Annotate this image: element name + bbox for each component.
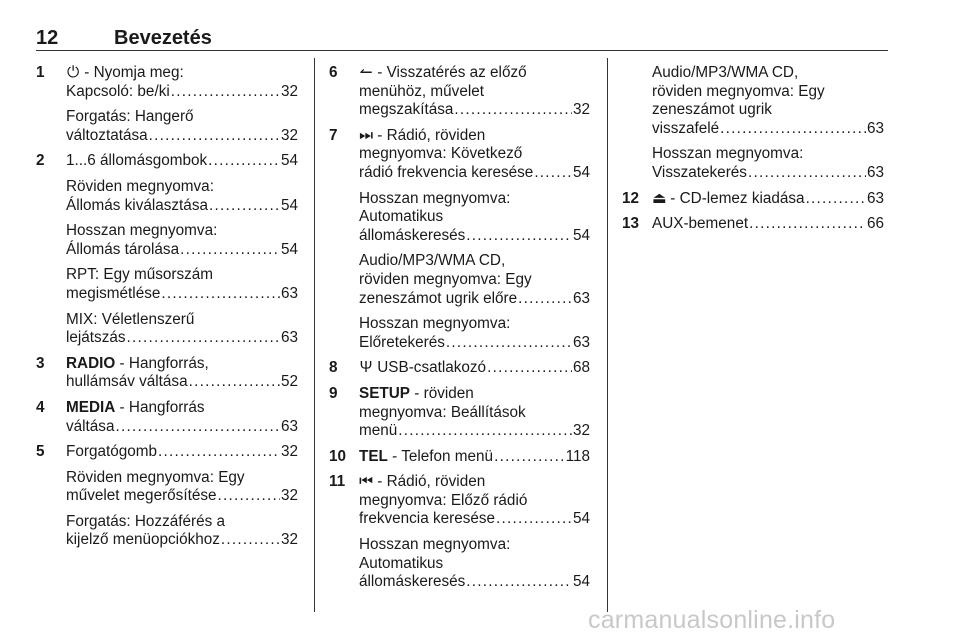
entry-text-group <box>359 271 532 288</box>
entry-text-group <box>359 101 453 120</box>
entry-text: megnyomva: Következő <box>359 145 523 163</box>
index-entry <box>36 443 298 462</box>
entry-text-group <box>66 83 170 102</box>
power-icon: ⏻ <box>66 64 80 81</box>
entry-text: menühöz, művelet <box>359 82 484 100</box>
entry-text: Forgatógomb <box>66 443 157 461</box>
index-line-with-page <box>359 290 590 309</box>
page-header <box>0 0 960 52</box>
index-line-with-page <box>66 418 298 437</box>
eject-icon: ⏏ <box>652 189 667 207</box>
entry-text-group <box>359 127 485 144</box>
dot-leader <box>466 573 572 592</box>
entry-text: Hosszan megnyomva: <box>652 145 804 163</box>
index-entry <box>622 215 884 234</box>
entry-text: Hosszan megnyomva: <box>66 222 218 240</box>
dot-leader <box>496 510 572 529</box>
index-entry <box>329 252 590 308</box>
index-entry <box>329 127 590 183</box>
index-line <box>66 513 298 532</box>
index-line <box>359 208 590 227</box>
entry-text: - Rádió, röviden <box>373 126 486 144</box>
index-entry <box>329 315 590 352</box>
index-line <box>359 271 590 290</box>
entry-text-group <box>66 443 157 462</box>
entry-text-group <box>66 513 225 530</box>
index-line-with-page <box>652 164 884 183</box>
entry-text-group <box>66 355 209 372</box>
entry-text-group <box>66 197 208 216</box>
page-reference[interactable]: 32 <box>280 126 298 144</box>
entry-text-group <box>652 190 805 209</box>
entry-text-group <box>66 108 194 125</box>
index-line <box>66 311 298 330</box>
entry-text: Audio/MP3/WMA CD, <box>652 64 799 81</box>
dot-leader <box>189 373 280 392</box>
page-reference[interactable]: 63 <box>280 329 298 347</box>
entry-text-group <box>359 448 493 467</box>
entry-text: művelet megerősítése <box>66 487 217 505</box>
entry-text: - Hangforrás <box>115 398 205 416</box>
page-title: Bevezetés <box>114 27 212 49</box>
entry-text: változtatása <box>66 126 148 144</box>
index-line-with-page <box>359 164 590 183</box>
page-reference[interactable]: 54 <box>572 510 590 528</box>
entry-text-group <box>652 120 719 139</box>
index-line-with-page <box>66 285 298 304</box>
index-line <box>66 469 298 488</box>
entry-text-group <box>66 373 188 392</box>
back-arrow-icon: ↼ <box>359 64 373 81</box>
index-entry <box>36 152 298 171</box>
page-reference[interactable]: 54 <box>280 152 298 170</box>
entry-text: - Visszatérés az előző <box>373 64 527 81</box>
button-keyword: TEL <box>359 447 388 465</box>
entry-text-group <box>652 64 798 81</box>
page-reference[interactable]: 63 <box>866 163 884 181</box>
dot-leader <box>494 448 565 467</box>
page-reference[interactable]: 63 <box>280 417 298 435</box>
dot-leader <box>398 422 572 441</box>
dot-leader <box>221 531 280 550</box>
entry-text-group <box>359 164 533 183</box>
page-reference[interactable]: 54 <box>572 573 590 591</box>
entry-number: 6 <box>329 64 338 81</box>
dot-leader <box>487 359 572 378</box>
entry-text: állomáskeresés <box>359 573 466 591</box>
entry-text-group <box>652 83 825 100</box>
column-divider <box>607 58 608 612</box>
entry-number: 1 <box>36 64 45 81</box>
entry-number: 13 <box>622 215 640 233</box>
entry-text-group <box>359 290 517 309</box>
page-number: 12 <box>36 27 59 49</box>
entry-text: lejátszás <box>66 329 126 347</box>
page-reference[interactable]: 63 <box>866 189 884 207</box>
entry-text: menü <box>359 422 398 440</box>
entry-text: Hosszan megnyomva: <box>359 189 511 207</box>
index-line <box>66 222 298 241</box>
entry-text: RPT: Egy műsorszám <box>66 266 214 284</box>
entry-text-group <box>359 334 445 353</box>
entry-text-group <box>66 285 160 304</box>
entry-text: - Telefon menü <box>387 447 494 465</box>
index-line <box>359 315 590 334</box>
entry-text-group <box>359 359 486 378</box>
index-entry <box>329 473 590 529</box>
entry-text-group <box>359 83 484 100</box>
index-entry <box>36 108 298 145</box>
dot-leader <box>720 120 866 139</box>
entry-text: megnyomva: Beállítások <box>359 403 526 421</box>
entry-text-group <box>66 64 184 81</box>
entry-number: 2 <box>36 152 45 170</box>
entry-text-group <box>66 127 148 146</box>
index-entry <box>329 64 590 120</box>
entry-text: Hosszan megnyomva: <box>359 315 511 333</box>
entry-text: - Hangforrás, <box>115 354 209 372</box>
page-reference[interactable]: 54 <box>280 240 298 258</box>
entry-text: váltása <box>66 417 115 435</box>
entry-text-group <box>359 404 526 421</box>
entry-text-group <box>359 208 443 225</box>
index-line-with-page <box>66 443 298 462</box>
page-reference[interactable]: 32 <box>572 422 590 440</box>
index-line-with-page <box>66 329 298 348</box>
next-track-icon: ⏭ <box>359 126 373 144</box>
entry-text-group <box>66 266 213 283</box>
entry-text-group <box>359 573 465 592</box>
index-entry <box>36 469 298 506</box>
index-line-with-page <box>66 531 298 550</box>
index-line-with-page <box>66 487 298 506</box>
index-entry <box>622 145 884 182</box>
entry-text: Forgatás: Hozzáférés a <box>66 512 225 530</box>
page-reference[interactable]: 52 <box>280 373 298 391</box>
dot-leader <box>127 329 280 348</box>
entry-text: Röviden megnyomva: Egy <box>66 468 245 486</box>
entry-text: frekvencia keresése <box>359 510 496 528</box>
button-keyword: MEDIA <box>66 398 116 416</box>
entry-text: Audio/MP3/WMA CD, <box>359 252 506 270</box>
index-line <box>66 399 298 418</box>
page-reference[interactable]: 118 <box>565 447 590 465</box>
index-line-with-page <box>66 152 298 171</box>
button-keyword: SETUP <box>359 384 410 402</box>
index-line <box>66 266 298 285</box>
entry-text-group <box>359 227 465 246</box>
page-reference[interactable]: 32 <box>572 101 590 119</box>
entry-text-group <box>359 190 510 207</box>
index-entry <box>329 536 590 592</box>
entry-text: megszakítása <box>359 101 454 119</box>
dot-leader <box>518 290 572 309</box>
index-entry <box>36 222 298 259</box>
index-line <box>359 252 590 271</box>
index-line <box>652 145 884 164</box>
index-entry <box>36 399 298 436</box>
page-reference[interactable]: 63 <box>572 289 590 307</box>
dot-leader <box>446 334 572 353</box>
entry-text-group <box>359 385 474 402</box>
dot-leader <box>534 164 572 183</box>
entry-text-group <box>66 399 205 416</box>
dot-leader <box>218 487 280 506</box>
entry-number: 12 <box>622 189 640 207</box>
page-reference[interactable]: 54 <box>572 226 590 244</box>
entry-number: 8 <box>329 359 338 377</box>
entry-number: 9 <box>329 384 338 402</box>
index-line <box>359 492 590 511</box>
index-line-with-page <box>652 120 884 139</box>
index-entry <box>36 64 298 101</box>
previous-track-icon: ⏮ <box>359 473 373 491</box>
index-line <box>359 536 590 555</box>
index-line-with-page <box>66 127 298 146</box>
dot-leader <box>454 101 572 120</box>
entry-text-group <box>66 418 114 437</box>
index-column-1 <box>36 64 298 557</box>
index-line <box>359 555 590 574</box>
entry-text: megismétlése <box>66 284 161 302</box>
page-reference[interactable]: 68 <box>572 359 590 377</box>
entry-number: 10 <box>329 447 347 465</box>
index-line <box>652 83 884 102</box>
page-reference[interactable]: 63 <box>866 119 884 137</box>
index-line-with-page <box>359 422 590 441</box>
index-entry <box>36 266 298 303</box>
watermark: carmanualsonline.info <box>588 606 836 634</box>
entry-text-group <box>66 222 217 239</box>
entry-text: zeneszámot ugrik <box>652 101 772 119</box>
index-line <box>66 355 298 374</box>
dot-leader <box>180 241 280 260</box>
index-entry <box>329 359 590 378</box>
dot-leader <box>161 285 280 304</box>
entry-text: 1...6 állomásgombok <box>66 152 208 170</box>
entry-text: rádió frekvencia keresése <box>359 163 534 181</box>
entry-text: Állomás tárolása <box>66 240 180 258</box>
usb-icon: Ψ <box>359 359 373 377</box>
entry-text-group <box>66 152 207 171</box>
entry-number: 3 <box>36 354 45 372</box>
index-line <box>359 473 590 492</box>
index-line <box>359 64 590 83</box>
index-column-3 <box>622 64 884 241</box>
dot-leader <box>209 197 280 216</box>
index-line-with-page <box>359 334 590 353</box>
page-reference[interactable]: 63 <box>572 333 590 351</box>
entry-number: 11 <box>329 473 346 491</box>
index-line-with-page <box>66 241 298 260</box>
entry-text-group <box>359 252 505 269</box>
entry-number: 4 <box>36 398 45 416</box>
entry-text-group <box>359 510 495 529</box>
entry-text: állomáskeresés <box>359 226 466 244</box>
entry-text: MIX: Véletlenszerű <box>66 310 195 328</box>
entry-text-group <box>66 311 194 328</box>
entry-text-group <box>359 492 527 509</box>
page-reference[interactable]: 32 <box>280 487 298 505</box>
dot-leader <box>208 152 280 171</box>
index-line <box>359 190 590 209</box>
entry-text-group <box>66 241 179 260</box>
entry-text: USB-csatlakozó <box>373 359 487 377</box>
entry-text-group <box>359 422 397 441</box>
index-line-with-page <box>359 101 590 120</box>
index-line-with-page <box>359 359 590 378</box>
index-line-with-page <box>359 227 590 246</box>
entry-text-group <box>359 145 522 162</box>
index-entry <box>622 64 884 138</box>
entry-text-group <box>66 178 214 195</box>
index-entry <box>36 355 298 392</box>
entry-number: 5 <box>36 443 45 461</box>
entry-text-group <box>359 555 443 572</box>
entry-text: zeneszámot ugrik előre <box>359 289 518 307</box>
entry-text-group <box>652 215 748 234</box>
dot-leader <box>149 127 280 146</box>
index-column-2 <box>329 64 590 599</box>
dot-leader <box>466 227 572 246</box>
entry-text: - Rádió, röviden <box>373 473 486 491</box>
entry-text-group <box>359 536 510 553</box>
dot-leader <box>171 83 280 102</box>
index-line <box>66 178 298 197</box>
entry-text-group <box>652 101 772 118</box>
entry-text: Előretekerés <box>359 333 445 351</box>
index-line <box>359 127 590 146</box>
index-line <box>359 145 590 164</box>
entry-text-group <box>66 329 126 348</box>
entry-text: - Nyomja meg: <box>80 64 184 81</box>
entry-text-group <box>66 487 217 506</box>
index-line-with-page <box>359 573 590 592</box>
entry-text: visszafelé <box>652 119 720 137</box>
header-rule <box>36 50 888 51</box>
entry-text: Visszatekerés <box>652 163 747 181</box>
index-entry <box>329 448 590 467</box>
index-line <box>652 101 884 120</box>
entry-text: Röviden megnyomva: <box>66 177 214 195</box>
page-reference[interactable]: 54 <box>280 196 298 214</box>
entry-text: röviden megnyomva: Egy <box>359 270 532 288</box>
index-entry <box>36 513 298 550</box>
entry-text: - röviden <box>410 384 474 402</box>
entry-text-group <box>359 315 510 332</box>
entry-text: Hosszan megnyomva: <box>359 536 511 554</box>
index-line-with-page <box>66 83 298 102</box>
index-entry <box>622 190 884 209</box>
entry-text: hullámsáv váltása <box>66 373 188 391</box>
entry-text-group <box>359 64 527 81</box>
index-line-with-page <box>66 197 298 216</box>
entry-text: Kapcsoló: be/ki <box>66 82 170 100</box>
entry-text-group <box>66 469 245 486</box>
dot-leader <box>158 443 280 462</box>
entry-text-group <box>652 164 747 183</box>
index-line <box>66 108 298 127</box>
entry-text: Automatikus <box>359 554 444 572</box>
index-entry <box>329 190 590 246</box>
index-line <box>359 83 590 102</box>
entry-text: kijelző menüopciókhoz <box>66 531 220 549</box>
page-reference[interactable]: 32 <box>280 443 298 461</box>
index-line-with-page <box>359 448 590 467</box>
column-divider <box>314 58 315 612</box>
entry-text: - CD-lemez kiadása <box>666 189 805 207</box>
dot-leader <box>749 215 866 234</box>
entry-text-group <box>66 531 220 550</box>
page-reference[interactable]: 63 <box>280 284 298 302</box>
button-keyword: RADIO <box>66 354 116 372</box>
index-line-with-page <box>66 373 298 392</box>
dot-leader <box>115 418 280 437</box>
index-line <box>359 385 590 404</box>
index-line <box>652 64 884 83</box>
page-reference[interactable]: 54 <box>572 163 590 181</box>
page-reference[interactable]: 32 <box>280 82 298 100</box>
index-line-with-page <box>652 215 884 234</box>
entry-text: Állomás kiválasztása <box>66 196 208 214</box>
index-entry <box>329 385 590 441</box>
entry-text-group <box>359 473 485 490</box>
index-line <box>359 404 590 423</box>
index-line <box>66 64 298 83</box>
entry-text: AUX-bemenet <box>652 215 749 233</box>
entry-text: röviden megnyomva: Egy <box>652 82 825 100</box>
page-reference[interactable]: 32 <box>280 531 298 549</box>
dot-leader <box>748 164 866 183</box>
entry-text-group <box>652 145 803 162</box>
index-line-with-page <box>359 510 590 529</box>
page-reference[interactable]: 66 <box>866 215 884 233</box>
entry-number: 7 <box>329 126 338 144</box>
dot-leader <box>806 190 866 209</box>
entry-text: Automatikus <box>359 208 444 226</box>
entry-text: megnyomva: Előző rádió <box>359 491 528 509</box>
index-line-with-page <box>652 190 884 209</box>
index-entry <box>36 178 298 215</box>
entry-text: Forgatás: Hangerő <box>66 108 194 126</box>
index-entry <box>36 311 298 348</box>
